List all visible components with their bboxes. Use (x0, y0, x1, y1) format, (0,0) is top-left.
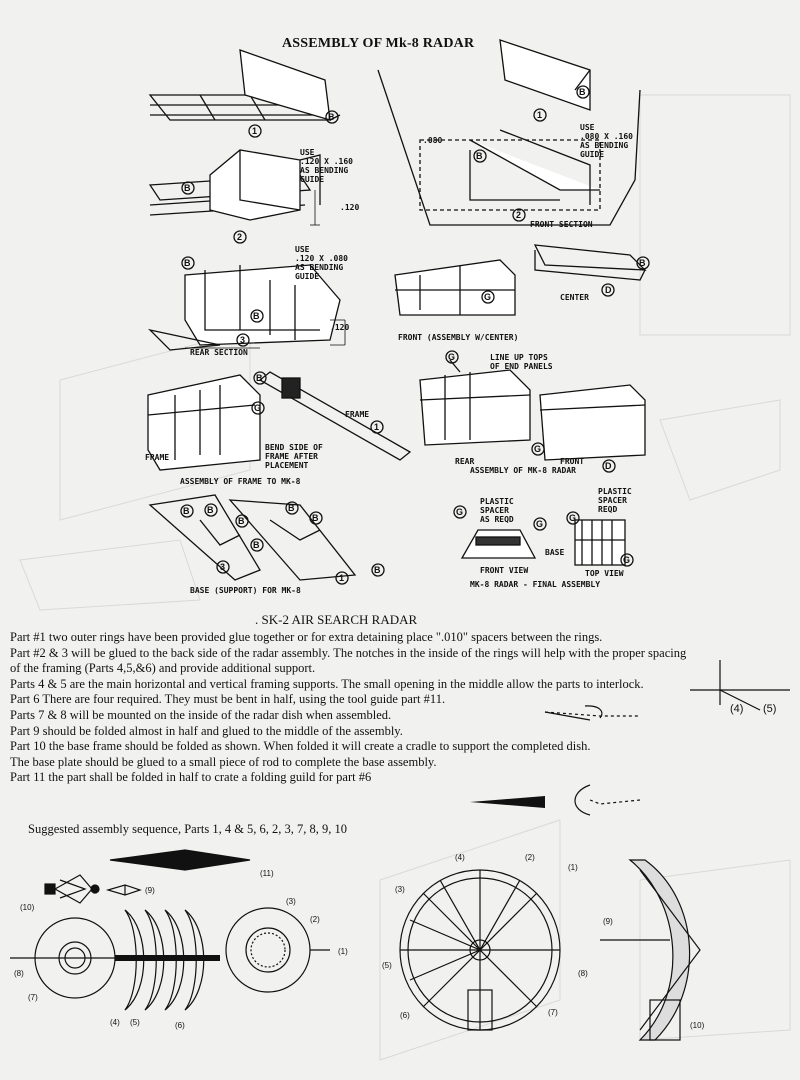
marker-b: B (328, 112, 335, 122)
label-bend-2: FRAME AFTER (265, 452, 318, 461)
marker-b-11: B (253, 540, 260, 550)
marker-b-2: B (184, 183, 191, 193)
marker-d: D (605, 285, 612, 295)
label-dish-part-7: (7) (548, 1008, 558, 1017)
label-part-5: (5) (130, 1018, 140, 1027)
label-rear-section: REAR SECTION (190, 348, 248, 357)
label-bending-1: AS BENDING (300, 166, 349, 175)
part-10-text: Part 10 the base frame should be folded as shown. When folded it will create a cradle to support the completed dish. (10, 739, 591, 754)
label-spacer-l-1: PLASTIC (480, 497, 514, 506)
label-bending-2: AS BENDING (295, 263, 344, 272)
label-dim-1: .120 X .160 (300, 157, 353, 166)
part-4-5-text: Parts 4 & 5 are the main horizontal and vertical framing supports. The small opening in the middle allow the parts to interlock. (10, 676, 644, 691)
label-use-1: USE (300, 148, 315, 157)
tag-part-5: (5) (763, 703, 777, 715)
label-dim-080: .080 (423, 136, 443, 145)
marker-g-7: G (569, 513, 577, 523)
marker-1-frame: 1 (374, 422, 380, 432)
label-assembly-mk8: ASSEMBLY OF MK-8 RADAR (470, 466, 576, 475)
label-line-up-1: LINE UP TOPS (490, 353, 548, 362)
label-dim-2: .120 X .080 (295, 254, 348, 263)
label-spacer-r-3: REQD (598, 505, 618, 514)
marker-g: G (484, 292, 492, 302)
base-plate-text: The base plate should be glued to a small piece of rod to complete the base assembly. (10, 754, 437, 769)
marker-1-base: 1 (339, 573, 345, 583)
label-part-2: (2) (310, 915, 320, 924)
page-title: ASSEMBLY OF Mk-8 RADAR (282, 36, 475, 51)
label-part-8: (8) (14, 969, 24, 978)
label-part-1: (1) (338, 947, 348, 956)
label-dish-part-3: (3) (395, 885, 405, 894)
assembly-sequence: Suggested assembly sequence, Parts 1, 4 & 5, 6, 2, 3, 7, 8, 9, 10 (28, 822, 348, 836)
marker-1-right: 1 (537, 110, 543, 120)
marker-g-8: G (623, 555, 631, 565)
marker-g-3: G (448, 352, 456, 362)
label-part-10: (10) (20, 903, 35, 912)
label-part-9: (9) (145, 886, 155, 895)
label-part-4: (4) (110, 1018, 120, 1027)
label-spacer-l-2: SPACER (480, 506, 509, 515)
marker-g-2: G (254, 403, 262, 413)
marker-b-7: B (256, 373, 263, 383)
marker-b-4: B (184, 258, 191, 268)
label-use-3: USE (580, 123, 595, 132)
marker-3: 3 (240, 335, 246, 345)
label-part-11: (11) (260, 869, 274, 878)
part-11-text: Part 11 the part shall be folded in half to crate a folding guild for part #6 (10, 770, 372, 785)
part-7-8-text: Parts 7 & 8 will be mounted on the inside of the radar dish when assembled. (10, 707, 392, 722)
label-front-view: FRONT VIEW (480, 566, 529, 575)
marker-b-12: B (288, 503, 295, 513)
part-6-text: Part 6 There are four required. They must be bent in half, using the tool guide part #11. (10, 692, 446, 707)
label-front: FRONT (560, 457, 585, 466)
label-guide-2: GUIDE (295, 272, 320, 281)
part-2-3-text: Part #2 & 3 will be glued to the back side of the radar assembly. The notches in the inside of the rings will help with the proper spacing of the framing (Parts 4,5,&6) and provide additional support. (10, 645, 687, 676)
label-dish-part-6: (6) (400, 1011, 410, 1020)
label-final-assembly: MK-8 RADAR - FINAL ASSEMBLY (470, 580, 601, 589)
label-front-section: FRONT SECTION (530, 220, 593, 229)
label-line-up-2: OF END PANELS (490, 362, 553, 371)
marker-g-6: G (536, 519, 544, 529)
label-side-part-10: (10) (690, 1021, 705, 1030)
label-top-view: TOP VIEW (585, 569, 624, 578)
marker-b-8: B (183, 506, 190, 516)
label-center: CENTER (560, 293, 589, 302)
label-part-7: (7) (28, 993, 38, 1002)
label-bend-3: PLACEMENT (265, 461, 309, 470)
label-front-assembly: FRONT (ASSEMBLY W/CENTER) (398, 333, 519, 342)
label-use-2: USE (295, 245, 310, 254)
marker-b-13: B (312, 513, 319, 523)
marker-2: 2 (237, 232, 243, 242)
label-bending-3: AS BENDING (580, 141, 629, 150)
label-assembly-frame: ASSEMBLY OF FRAME TO MK-8 (180, 477, 301, 486)
marker-2-right: 2 (516, 210, 522, 220)
marker-b-5: B (253, 311, 260, 321)
part-9-text: Part 9 should be folded almost in half and glued to the middle of the assembly. (10, 723, 403, 738)
tag-part-4: (4) (730, 703, 744, 715)
label-spacer-l-3: AS REQD (480, 515, 514, 524)
marker-b-right: B (579, 87, 586, 97)
label-dim-120b: .120 (330, 323, 350, 332)
label-part-3: (3) (286, 897, 296, 906)
marker-b-14: B (374, 565, 381, 575)
label-rear: REAR (455, 457, 475, 466)
label-base-support: BASE (SUPPORT) FOR MK-8 (190, 586, 301, 595)
label-guide-1: GUIDE (300, 175, 325, 184)
label-part-6: (6) (175, 1021, 185, 1030)
marker-3-base: 3 (220, 562, 226, 572)
marker-1: 1 (252, 126, 258, 136)
marker-g-5: G (456, 507, 464, 517)
label-guide-3: GUIDE (580, 150, 605, 159)
marker-b-10: B (238, 516, 245, 526)
label-dish-part-4: (4) (455, 853, 465, 862)
label-bend-1: BEND SIDE OF (265, 443, 323, 452)
label-spacer-r-1: PLASTIC (598, 487, 632, 496)
marker-b-9: B (207, 505, 214, 515)
marker-g-4: G (534, 444, 542, 454)
part-1-text: Part #1 two outer rings have been provided glue together or for extra detaining place ".010" spacers between the rings. (10, 630, 603, 644)
label-dish-part-8: (8) (578, 969, 588, 978)
parts-drawings (0, 840, 800, 1080)
label-spacer-r-2: SPACER (598, 496, 627, 505)
label-dish-part-5: (5) (382, 961, 392, 970)
label-frame-left: FRAME (145, 453, 170, 462)
label-dim-120: .120 (340, 203, 360, 212)
marker-b-6: B (639, 258, 646, 268)
label-base: BASE (545, 548, 565, 557)
marker-b-3: B (476, 151, 483, 161)
label-dim-3: .080 X .160 (580, 132, 633, 141)
label-dish-part-2: (2) (525, 853, 535, 862)
section-title: . SK-2 AIR SEARCH RADAR (255, 612, 418, 627)
label-side-part-9: (9) (603, 917, 613, 926)
label-frame: FRAME (345, 410, 370, 419)
label-dish-part-1: (1) (568, 863, 578, 872)
marker-d-2: D (605, 461, 612, 471)
